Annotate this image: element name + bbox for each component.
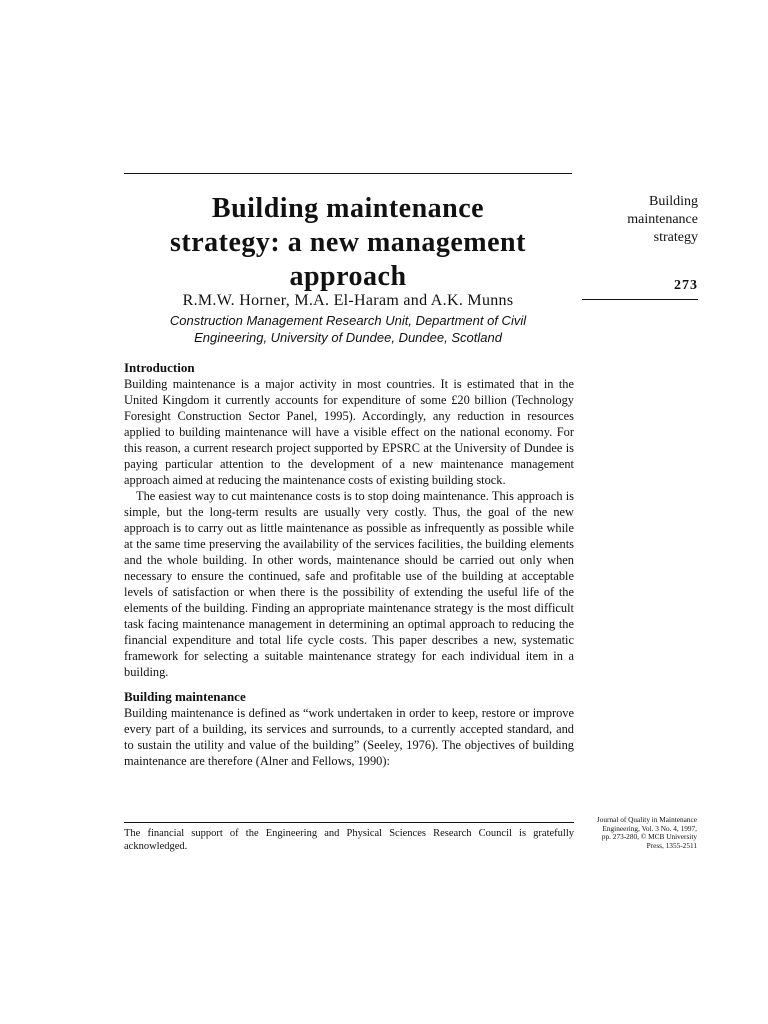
- running-title-line: maintenance: [627, 212, 698, 227]
- header-rule: [124, 173, 572, 174]
- running-title-line: strategy: [653, 230, 698, 245]
- body-paragraph: Building maintenance is a major activity in most countries. It is estimated that in the United Kingdom it currently accounts for expenditure of some £20 billion (Technology Foresight Construction Sector Panel, 1995). Accordingly, any reduction in resources applied to building maintenance will have a visible effect on the national economy. For this reason, a current research project supported by EPSRC at the University of Dundee is paying particular attention to the development of a new maintenance management approach aimed at reducing the maintenance costs of existing building stock.: [124, 377, 574, 487]
- affiliation-line: Construction Management Research Unit, Department of Civil: [169, 313, 527, 328]
- journal-line: Press, 1355-2511: [646, 840, 697, 850]
- footnote-rule: [124, 822, 574, 823]
- article-body: [124, 360, 574, 769]
- title-line: Building maintenance: [211, 193, 485, 224]
- affiliation-line: Engineering, University of Dundee, Dundee, Scotland: [194, 330, 502, 345]
- running-title: [590, 193, 698, 247]
- section-introduction: [124, 360, 574, 680]
- page-number: 273: [674, 278, 698, 293]
- section-heading: Building maintenance: [124, 689, 246, 704]
- running-title-line: Building: [648, 194, 698, 209]
- author-affiliation: [124, 312, 572, 346]
- section-heading: Introduction: [124, 360, 195, 375]
- journal-citation: [574, 816, 697, 850]
- author-list: R.M.W. Horner, M.A. El-Haram and A.K. Munns: [182, 292, 514, 309]
- acknowledgement-footnote: The financial support of the Engineering and Physical Sciences Research Council is gratefully acknowledged.: [124, 828, 574, 852]
- journal-line: Engineering, Vol. 3 No. 4, 1997,: [602, 823, 697, 833]
- sidebar-rule: [582, 299, 698, 300]
- body-paragraph: Building maintenance is defined as “work undertaken in order to keep, restore or improve every part of a building, its services and surrounds, to a currently accepted standard, and to sustain the utility and value of the building” (Seeley, 1976). The objectives of building maintenance are therefore (Alner and Fellows, 1990):: [124, 706, 574, 768]
- title-line: strategy: a new management: [170, 227, 526, 258]
- article-title: [124, 192, 572, 294]
- title-line: approach: [289, 261, 407, 292]
- section-building-maintenance: [124, 689, 574, 769]
- journal-line: pp. 273-280, © MCB University: [601, 832, 697, 842]
- journal-line: Journal of Quality in Maintenance: [596, 815, 697, 824]
- body-paragraph: The easiest way to cut maintenance costs is to stop doing maintenance. This approach is simple, but the long-term results are usually very costly. Thus, the goal of the new approach is to carry out as little maintenance as possible as infrequently as possible while at the same time preserving the availability of the services facilities, the building elements and the whole building. In other words, maintenance should be carried out only when necessary to ensure the continued, safe and profitable use of the building at acceptable levels of satisfaction or when there is the possibility of extending the useful life of the elements of the building. Finding an appropriate maintenance strategy is the most difficult task facing maintenance management in determining an optimal approach to reducing the financial expenditure and total life cycle costs. This paper describes a new, systematic framework for selecting a suitable maintenance strategy for each individual item in a building.: [124, 489, 574, 679]
